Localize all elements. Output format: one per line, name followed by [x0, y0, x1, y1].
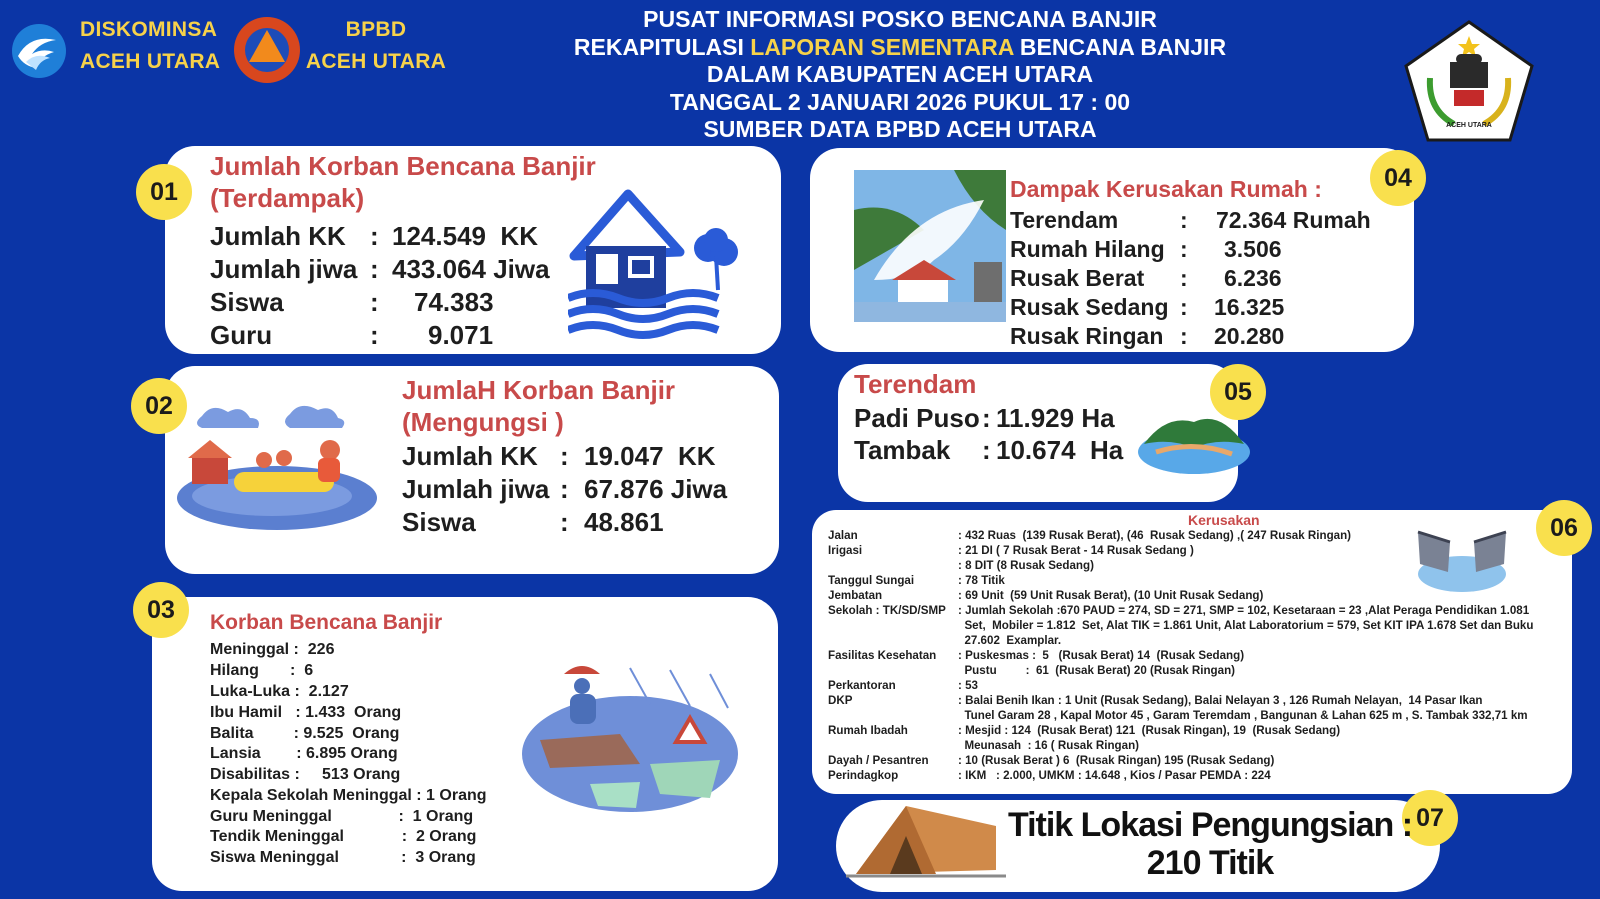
card2-colon: :: [560, 441, 569, 471]
card2-title: [402, 374, 675, 438]
card3-row-lansia: Lansia : 6.895 Orang: [210, 745, 398, 762]
aceh-utara-emblem: [1404, 20, 1534, 144]
card3-row-siswa: Siswa Meninggal : 3 Orang: [210, 849, 476, 866]
card3-row-kepsek: Kepala Sekolah Meninggal : 1 Orang: [210, 787, 487, 804]
card4-colon: :: [1180, 207, 1188, 233]
card6-label-faskes: Fasilitas Kesehatan: [828, 649, 937, 662]
diskominsa-logo: [10, 22, 68, 80]
card2-label-jiwa: Jumlah jiwa: [402, 474, 550, 504]
card4-label-ringan: Rusak Ringan: [1010, 323, 1164, 349]
card6-value-dayah: : 10 (Rusak Berat ) 6 (Rusak Ringan) 195 (Rusak Sedang): [958, 754, 1275, 767]
card5-colon: :: [982, 403, 991, 433]
card1-colon: :: [370, 221, 379, 251]
flooded-house-icon: [568, 186, 758, 344]
card1-colon: :: [370, 254, 379, 284]
card2-colon: :: [560, 474, 569, 504]
card3-row-tendik: Tendik Meninggal : 2 Orang: [210, 828, 477, 845]
card6-label-perkantoran: Perkantoran: [828, 679, 896, 692]
broken-bridge-icon: [1416, 522, 1508, 594]
card6-label-irigasi: Irigasi: [828, 544, 863, 557]
card2-value-kk: 19.047 KK: [584, 441, 716, 471]
emblem-text: ACEH UTARA: [1446, 122, 1492, 129]
card6-value-mesjid: : Mesjid : 124 (Rusak Berat) 121 (Rusak Ringan), 19 (Rusak Sedang): [958, 724, 1341, 737]
card5-value-tambak: 10.674 Ha: [996, 435, 1124, 465]
flooded-land-icon: [1136, 404, 1252, 478]
badge-06: 06: [1536, 500, 1592, 556]
card6-value-sekolah-cont: Set, Mobiler = 1.812 Set, Alat TIK = 1.861 Unit, Alat Laboratorium = 579, Set KIT IPA 1.678 Set dan Buku: [958, 619, 1534, 632]
card2-label-kk: Jumlah KK: [402, 441, 538, 471]
card6-label-jalan: Jalan: [828, 529, 858, 542]
card1-title: [210, 150, 596, 214]
card4-label-hilang: Rumah Hilang: [1010, 236, 1165, 262]
card4-colon: :: [1180, 294, 1188, 320]
card1-value-jiwa: 433.064 Jiwa: [392, 254, 550, 284]
card6-label-sekolah: Sekolah : TK/SD/SMP: [828, 604, 946, 617]
card1-label-kk: Jumlah KK: [210, 221, 346, 251]
card6-value-pustu: Pustu : 61 (Rusak Berat) 20 (Rusak Ringan): [958, 664, 1236, 677]
org-right-line1: BPBD: [345, 18, 407, 41]
card6-value-tanggul: : 78 Titik: [958, 574, 1005, 587]
card2-title-line2: (Mengungsi ): [402, 407, 564, 437]
org-right-name: [304, 14, 448, 78]
org-left-line1: DISKOMINSA: [80, 18, 218, 41]
card3-row-meninggal: Meninggal : 226: [210, 641, 335, 658]
card4-label-terendam: Terendam: [1010, 207, 1119, 233]
card6-value-dkp: : Balai Benih Ikan : 1 Unit (Rusak Sedang), Balai Nelayan 3 , 126 Rumah Nelayan, 14 Pasar Ikan: [958, 694, 1483, 707]
badge-02: 02: [131, 378, 187, 434]
card1-colon: :: [370, 320, 379, 350]
tent-icon: [846, 800, 1006, 880]
card4-value-terendam: 72.364 Rumah: [1216, 207, 1371, 233]
card7-line2: 210 Titik: [1146, 844, 1274, 882]
card5-value-padi: 11.929 Ha: [996, 403, 1115, 433]
card6-value-dkp-cont: Tunel Garam 28 , Kapal Motor 45 , Garam Teremdam , Bangunan & Lahan 625 m , S. Tambak 332,71 km: [958, 709, 1528, 722]
header-line-2-pre: REKAPITULASI: [573, 33, 751, 60]
badge-03: 03: [133, 582, 189, 638]
card1-colon: :: [370, 287, 379, 317]
card4-colon: :: [1180, 265, 1188, 291]
card3-title: Korban Bencana Banjir: [210, 611, 443, 634]
card3-row-disabilitas: Disabilitas : 513 Orang: [210, 766, 401, 783]
header-line-2: [500, 34, 1300, 62]
bpbd-logo: [233, 16, 301, 84]
card5-label-padi: Padi Puso: [854, 403, 980, 433]
card6-value-sekolah: : Jumlah Sekolah :670 PAUD = 274, SD = 271, SMP = 102, Kesetaraan = 23 ,Alat Peraga Pendidikan 1.081: [958, 604, 1530, 617]
card4-label-berat: Rusak Berat: [1010, 265, 1145, 291]
card4-value-hilang: 3.506: [1224, 236, 1282, 262]
card2-value-siswa: 48.861: [584, 507, 664, 537]
card4-colon: :: [1180, 323, 1188, 349]
badge-01: 01: [136, 164, 192, 220]
card6-value-sekolah-cont: 27.602 Examplar.: [958, 634, 1062, 647]
org-right-line2: ACEH UTARA: [305, 50, 447, 73]
card1-label-siswa: Siswa: [210, 287, 284, 317]
card1-label-jiwa: Jumlah jiwa: [210, 254, 358, 284]
header-highlight: LAPORAN SEMENTARA: [750, 33, 1014, 60]
card4-value-sedang: 16.325: [1214, 294, 1285, 320]
card5-label-tambak: Tambak: [854, 435, 951, 465]
card6-value-puskesmas: : Puskesmas : 5 (Rusak Berat) 14 (Rusak Sedang): [958, 649, 1245, 662]
card6-label-perindagkop: Perindagkop: [828, 769, 899, 782]
card7-text: [990, 806, 1430, 882]
card6-value-irigasi: : 21 DI ( 7 Rusak Berat - 14 Rusak Sedang ): [958, 544, 1194, 557]
card4-value-berat: 6.236: [1224, 265, 1282, 291]
card3-row-balita: Balita : 9.525 Orang: [210, 725, 400, 742]
house-flood-illustration: [854, 170, 1006, 322]
card6-value-jalan: : 432 Ruas (139 Rusak Berat), (46 Rusak Sedang) ,( 247 Rusak Ringan): [958, 529, 1352, 542]
card6-value-dit: : 8 DIT (8 Rusak Sedang): [958, 559, 1094, 572]
card4-title: Dampak Kerusakan Rumah :: [1010, 176, 1322, 202]
card6-value-perkantoran: : 53: [958, 679, 978, 692]
card3-row-guru: Guru Meninggal : 1 Orang: [210, 808, 474, 825]
card4-label-sedang: Rusak Sedang: [1010, 294, 1169, 320]
rescue-boat-icon: [172, 398, 382, 536]
card6-value-jembatan: : 69 Unit (59 Unit Rusak Berat), (10 Unit Rusak Sedang): [958, 589, 1264, 602]
card1-value-guru: 9.071: [428, 320, 494, 350]
flood-victim-icon: [520, 664, 740, 820]
card3-row-hilang: Hilang : 6: [210, 662, 314, 679]
card1-label-guru: Guru: [210, 320, 273, 350]
badge-04: 04: [1370, 150, 1426, 206]
card6-label-tanggul: Tanggul Sungai: [828, 574, 915, 587]
header-line-1: PUSAT INFORMASI POSKO BENCANA BANJIR: [643, 6, 1157, 32]
card1-value-kk: 124.549 KK: [392, 221, 538, 251]
card6-title: Kerusakan: [1188, 512, 1260, 528]
card2-title-line1: JumlaH Korban Banjir: [402, 375, 676, 405]
card2-label-siswa: Siswa: [402, 507, 476, 537]
org-left-line2: ACEH UTARA: [80, 50, 221, 73]
org-left-name: [80, 14, 220, 78]
card6-value-meunasah: Meunasah : 16 ( Rusak Ringan): [958, 739, 1140, 752]
card1-title-line2: (Terdampak): [210, 183, 365, 213]
card1-title-line1: Jumlah Korban Bencana Banjir: [210, 151, 596, 181]
card3-row-luka: Luka-Luka : 2.127: [210, 683, 349, 700]
card6-value-perindagkop: : IKM : 2.000, UMKM : 14.648 , Kios / Pasar PEMDA : 224: [958, 769, 1271, 782]
badge-07: 07: [1402, 790, 1458, 846]
header-line-3: DALAM KABUPATEN ACEH UTARA: [706, 61, 1094, 87]
card6-label-dayah: Dayah / Pesantren: [828, 754, 929, 767]
card1-value-siswa: 74.383: [414, 287, 494, 317]
card6-label-rumah-ibadah: Rumah Ibadah: [828, 724, 908, 737]
card6-label-dkp: DKP: [828, 694, 853, 707]
card4-value-ringan: 20.280: [1214, 323, 1285, 349]
card4-colon: :: [1180, 236, 1188, 262]
page-header: [500, 6, 1300, 144]
card3-row-ibu-hamil: Ibu Hamil : 1.433 Orang: [210, 704, 402, 721]
badge-05: 05: [1210, 364, 1266, 420]
card2-value-jiwa: 67.876 Jiwa: [584, 474, 728, 504]
card5-title: Terendam: [854, 369, 977, 399]
header-line-2-post: BENCANA BANJIR: [1013, 33, 1227, 60]
card7-line1: Titik Lokasi Pengungsian :: [1007, 806, 1413, 844]
header-date-time: TANGGAL 2 JANUARI 2026 PUKUL 17 : 00: [669, 88, 1131, 115]
card6-label-jembatan: Jembatan: [828, 589, 883, 602]
card5-colon: :: [982, 435, 991, 465]
header-source: SUMBER DATA BPBD ACEH UTARA: [703, 116, 1097, 142]
card2-colon: :: [560, 507, 569, 537]
